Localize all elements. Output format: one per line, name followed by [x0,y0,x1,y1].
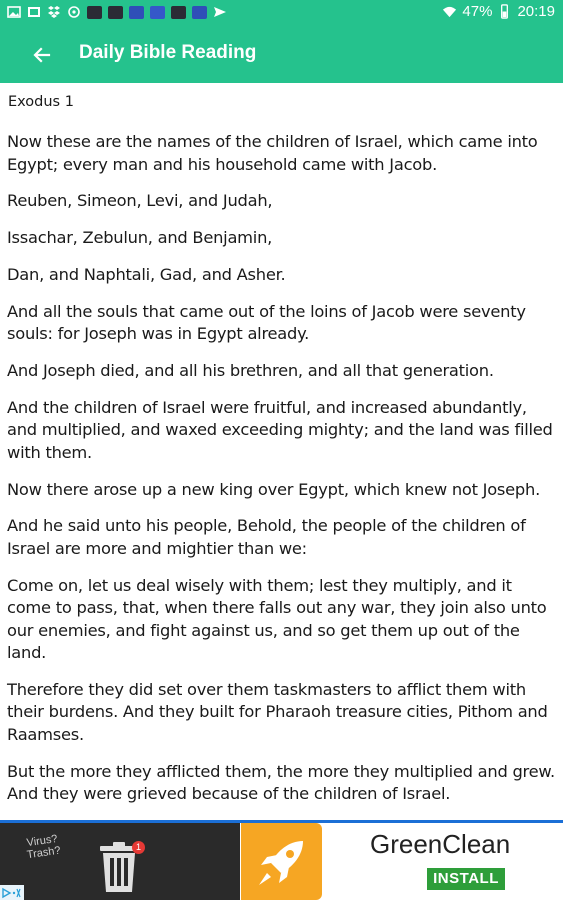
verse: And the children of Israel were fruitful, and increased abundantly, and multiplied, and waxed exceeding mighty; and the land was filled with them. [7,397,553,462]
battery-level: 47% [462,3,493,20]
verse: Reuben, Simeon, Levi, and Judah, [7,191,273,211]
dropbox-icon [47,5,61,19]
app-bar [0,27,563,83]
clock: 20:19 [517,3,555,20]
verse: Issachar, Zebulun, and Benjamin, [7,228,273,248]
app-icon [171,6,186,19]
image-icon [7,5,21,19]
adchoices-icon[interactable] [0,885,24,900]
chapter-heading: Exodus 1 [8,94,74,110]
app-icon [108,6,123,19]
verse: Now there arose up a new king over Egypt, which knew not Joseph. [7,479,541,499]
trash-text: Trash? [26,844,62,862]
send-icon [213,5,227,19]
sync-icon [67,5,81,19]
app-icon [129,6,144,19]
virus-text: Virus? [25,832,59,850]
install-button[interactable]: INSTALL [427,868,505,890]
status-right [442,3,555,20]
ad-banner[interactable] [0,820,563,900]
ad-tagline [24,833,61,861]
app-icon [150,6,165,19]
back-button[interactable] [28,41,56,69]
verse: Dan, and Naphtali, Gad, and Asher. [7,264,286,284]
notification-badge: 1 [132,841,145,854]
verse: But the more they afflicted them, the more they multiplied and grew. And they were grieved because of the children of Israel. [7,761,555,804]
verse: And he said unto his people, Behold, the people of the children of Israel are more and mightier than we: [7,516,526,558]
verse: Come on, let us deal wisely with them; lest they multiply, and it come to pass, that, when there falls out any war, they join also unto our enemies, and fight against us, and so get them up out of the land. [7,575,547,663]
rocket-icon [253,833,311,891]
verse: And Joseph died, and all his brethren, and all that generation. [7,360,494,380]
ad-image[interactable] [0,823,240,900]
page-title: Daily Bible Reading [79,42,257,63]
verse: And all the souls that came out of the loins of Jacob were seventy souls: for Joseph was in Egypt already. [7,301,526,344]
verse: Therefore they did set over them taskmasters to afflict them with their burdens. And they built for Pharaoh treasure cities, Pithom and Raamses. [7,679,548,744]
status-bar [0,0,563,27]
ad-app-name: GreenClean [370,829,511,859]
app-icon-tile[interactable] [241,823,322,900]
arrow-back-icon [32,45,52,65]
app-icon [192,6,207,19]
app-icon [87,6,102,19]
battery-icon [497,4,512,19]
gallery-icon [27,5,41,19]
verse: Now these are the names of the children of Israel, which came into Egypt; every man and his household came with Jacob. [7,132,538,174]
reading-content[interactable] [0,83,563,820]
wifi-icon [442,4,457,19]
verse-list [7,131,559,820]
notification-icons [7,5,227,19]
